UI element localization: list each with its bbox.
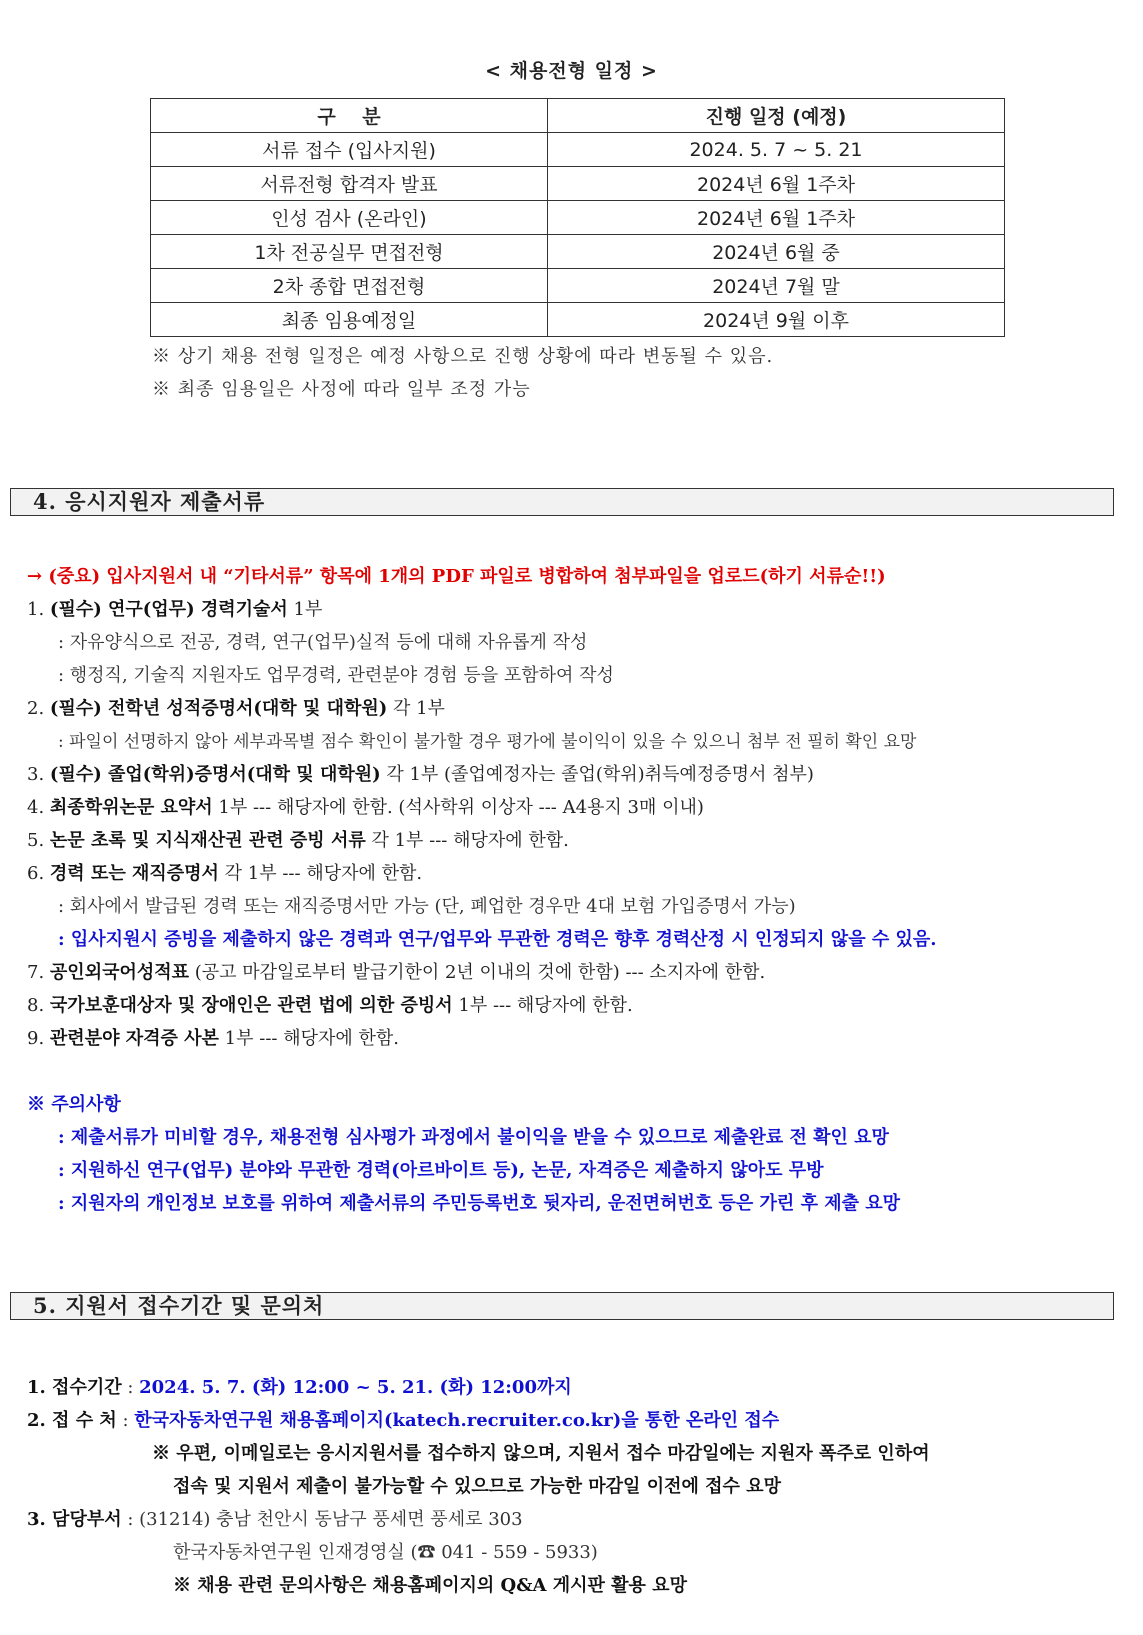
application-period: [27, 1373, 572, 1399]
caution-item: : 제출서류가 미비할 경우, 채용전형 심사평가 과정에서 불이익을 받을 수 있으므로 제출완료 전 확인 요망: [58, 1127, 889, 1148]
item-title: (필수) 전학년 성적증명서(대학 및 대학원): [49, 698, 388, 719]
item-title: 공인외국어성적표: [49, 962, 190, 983]
section-5-heading: 5. 지원서 접수기간 및 문의처: [10, 1292, 1114, 1320]
item-title: 최종학위논문 요약서: [49, 797, 213, 818]
place-separator: :: [116, 1410, 135, 1431]
schedule-note: ※ 상기 채용 전형 일정은 예정 사항으로 진행 상황에 따라 변동될 수 있음.: [152, 346, 774, 367]
caution-title: ※ 주의사항: [27, 1094, 121, 1115]
item-detail: 각 1부: [387, 698, 445, 719]
schedule-cell-category: 인성 검사 (온라인): [151, 201, 548, 235]
schedule-header-date: 진행 일정 (예정): [548, 99, 1005, 133]
list-item: [27, 760, 814, 786]
table-row: [151, 133, 1005, 167]
list-item: [27, 793, 704, 819]
item-number: 6.: [27, 863, 45, 884]
dept-separator: :: [121, 1509, 140, 1530]
place-note: ※ 우편, 이메일로는 응시지원서를 접수하지 않으며, 지원서 접수 마감일에는 지원자 폭주로 인하여: [152, 1443, 930, 1464]
table-row: [151, 201, 1005, 235]
list-item: [27, 859, 422, 885]
item-number: 4.: [27, 797, 45, 818]
list-item: [27, 958, 765, 984]
dept-label: 3. 담당부서: [27, 1509, 122, 1530]
item-number: 3.: [27, 764, 45, 785]
period-label: 1. 접수기간: [27, 1377, 122, 1398]
dept-office: 한국자동차연구원 인재경영실 (☎ 041 - 559 - 5933): [173, 1542, 598, 1563]
item-number: 9.: [27, 1028, 45, 1049]
list-item-sub: : 행정직, 기술직 지원자도 업무경력, 관련분야 경험 등을 포함하여 작성: [58, 665, 614, 686]
list-item-sub: : 파일이 선명하지 않아 세부과목별 점수 확인이 불가할 경우 평가에 불이익이 있을 수 있으니 첨부 전 필히 확인 요망: [58, 732, 917, 752]
item-number: 8.: [27, 995, 45, 1016]
dept-address: (31214) 충남 천안시 동남구 풍세면 풍세로 303: [139, 1509, 523, 1530]
place-value: 한국자동차연구원 채용홈페이지(katech.recruiter.co.kr)을 통한 온라인 접수: [134, 1410, 780, 1431]
item-title: 논문 초록 및 지식재산권 관련 증빙 서류: [49, 830, 366, 851]
list-item: [27, 694, 445, 720]
schedule-cell-date: 2024년 9월 이후: [548, 303, 1005, 337]
item-number: 2.: [27, 698, 45, 719]
period-value: 2024. 5. 7. (화) 12:00 ~ 5. 21. (화) 12:00까지: [139, 1377, 572, 1398]
item-title: (필수) 연구(업무) 경력기술서: [49, 599, 288, 620]
table-row: [151, 235, 1005, 269]
schedule-cell-date: 2024년 6월 1주차: [548, 201, 1005, 235]
schedule-header-category: 구 분: [151, 99, 548, 133]
section-4-heading: 4. 응시지원자 제출서류: [10, 488, 1114, 516]
item-detail: 각 1부 (졸업예정자는 졸업(학위)취득예정증명서 첨부): [380, 764, 814, 785]
item-number: 7.: [27, 962, 45, 983]
department: [27, 1505, 523, 1531]
schedule-title: < 채용전형 일정 >: [485, 60, 658, 82]
table-row: [151, 269, 1005, 303]
list-item: [27, 595, 322, 621]
item-detail: 각 1부 --- 해당자에 한함.: [218, 863, 423, 884]
schedule-note: ※ 최종 임용일은 사정에 따라 일부 조정 가능: [152, 379, 531, 400]
caution-item: : 지원하신 연구(업무) 분야와 무관한 경력(아르바이트 등), 논문, 자격증은 제출하지 않아도 무방: [58, 1160, 824, 1181]
item-number: 5.: [27, 830, 45, 851]
item-detail: (공고 마감일로부터 발급기한이 2년 이내의 것에 한함) --- 소지자에 한함.: [189, 962, 766, 983]
schedule-cell-category: 서류전형 합격자 발표: [151, 167, 548, 201]
period-separator: :: [121, 1377, 140, 1398]
list-item: [27, 991, 633, 1017]
dept-note: ※ 채용 관련 문의사항은 채용홈페이지의 Q&A 게시판 활용 요망: [173, 1575, 687, 1596]
item-detail: 각 1부 --- 해당자에 한함.: [365, 830, 569, 851]
schedule-cell-date: 2024년 6월 중: [548, 235, 1005, 269]
item-title: 국가보훈대상자 및 장애인은 관련 법에 의한 증빙서: [49, 995, 453, 1016]
schedule-cell-date: 2024. 5. 7 ~ 5. 21: [548, 133, 1005, 167]
place-label: 2. 접 수 처: [27, 1410, 117, 1431]
schedule-cell-category: 1차 전공실무 면접전형: [151, 235, 548, 269]
schedule-header-row: [151, 99, 1005, 133]
item-title: 경력 또는 재직증명서: [49, 863, 219, 884]
item-title: (필수) 졸업(학위)증명서(대학 및 대학원): [49, 764, 381, 785]
item-number: 1.: [27, 599, 45, 620]
item-title: 관련분야 자격증 사본: [49, 1028, 219, 1049]
schedule-cell-date: 2024년 7월 말: [548, 269, 1005, 303]
application-place: [27, 1406, 779, 1432]
item-detail: 1부 --- 해당자에 한함.: [218, 1028, 399, 1049]
important-notice: → (중요) 입사지원서 내 “기타서류” 항목에 1개의 PDF 파일로 병합하여 첨부파일을 업로드(하기 서류순!!): [27, 566, 886, 587]
item-detail: 1부: [287, 599, 323, 620]
table-row: [151, 303, 1005, 337]
schedule-cell-category: 최종 임용예정일: [151, 303, 548, 337]
schedule-cell-date: 2024년 6월 1주차: [548, 167, 1005, 201]
place-note: 접속 및 지원서 제출이 불가능할 수 있으므로 가능한 마감일 이전에 접수 요망: [173, 1476, 781, 1497]
item-detail: 1부 --- 해당자에 한함.: [452, 995, 633, 1016]
caution-item: : 지원자의 개인정보 보호를 위하여 제출서류의 주민등록번호 뒷자리, 운전면허번호 등은 가린 후 제출 요망: [58, 1193, 901, 1214]
list-item: [27, 826, 569, 852]
table-row: [151, 167, 1005, 201]
list-item-sub-emphasis: : 입사지원시 증빙을 제출하지 않은 경력과 연구/업무와 무관한 경력은 향후 경력산정 시 인정되지 않을 수 있음.: [58, 929, 937, 950]
schedule-table: [150, 98, 1005, 337]
list-item-sub: : 자유양식으로 전공, 경력, 연구(업무)실적 등에 대해 자유롭게 작성: [58, 632, 588, 653]
schedule-cell-category: 서류 접수 (입사지원): [151, 133, 548, 167]
list-item-sub: : 회사에서 발급된 경력 또는 재직증명서만 가능 (단, 폐업한 경우만 4대 보험 가입증명서 가능): [58, 896, 796, 917]
schedule-cell-category: 2차 종합 면접전형: [151, 269, 548, 303]
item-detail: 1부 --- 해당자에 한함. (석사학위 이상자 --- A4용지 3매 이내): [212, 797, 704, 818]
list-item: [27, 1024, 399, 1050]
